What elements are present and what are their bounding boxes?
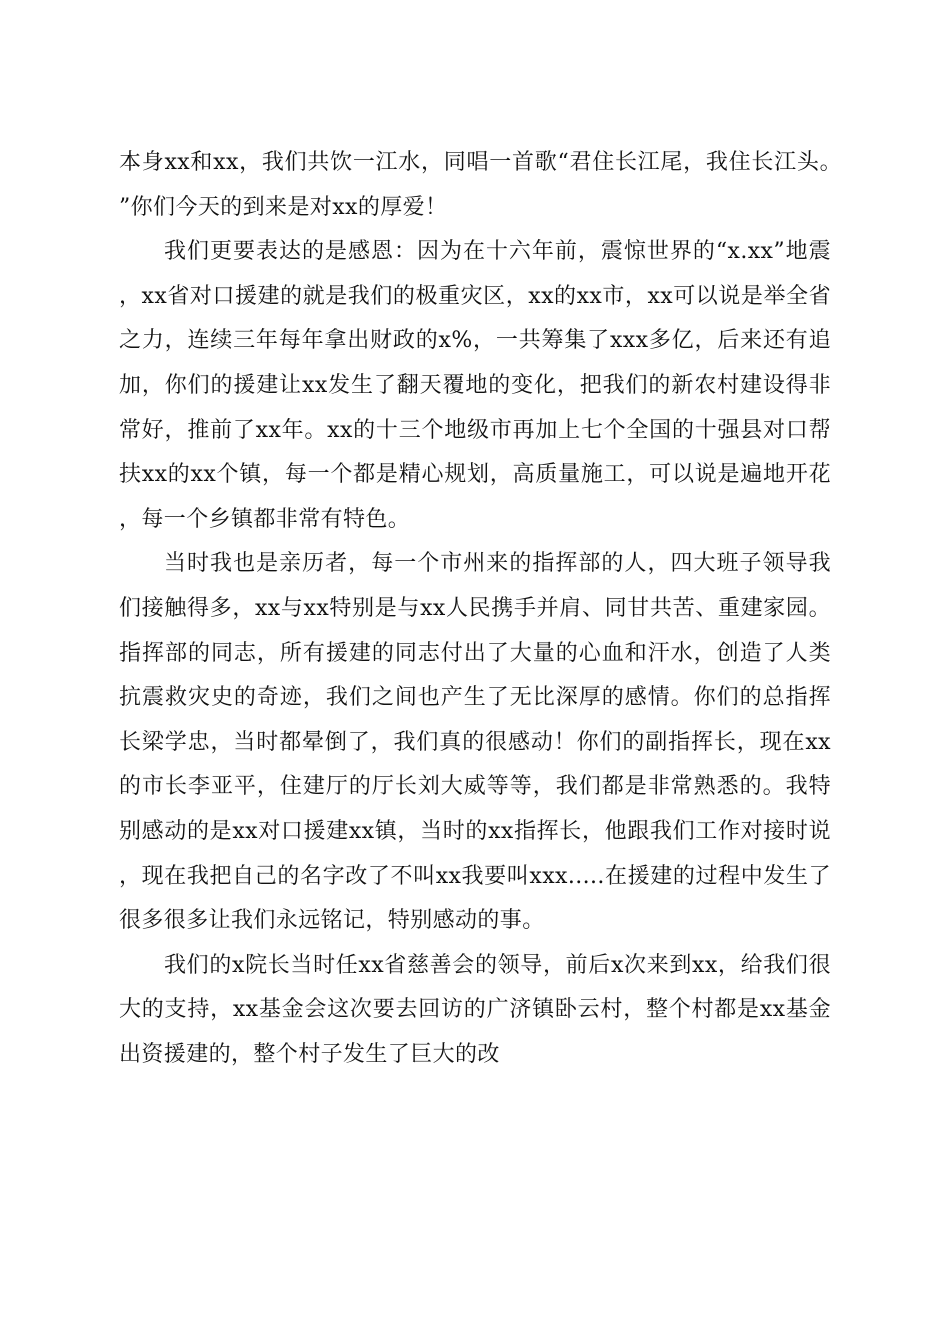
paragraph-3: 当时我也是亲历者，每一个市州来的指挥部的人，四大班子领导我们接触得多，xx与xx特别是与xx人民携手并肩、同甘共苦、重建家园。指挥部的同志，所有援建的同志付出了大量的心血和汗水，创造了人类抗震救灾史的奇迹，我们之间也产生了无比深厚的感情。你们的总指挥长梁学忠，当时都晕倒了，我们真的很感动！你们的副指挥长，现在xx的市长李亚平，住建厅的厅长刘大威等等，我们都是非常熟悉的。我特别感动的是xx对口援建xx镇，当时的xx指挥长，他跟我们工作对接时说，现在我把自己的名字改了不叫xx我要叫xxx.....在援建的过程中发生了很多很多让我们永远铭记，特别感动的事。 <box>119 551 831 934</box>
paragraph-1: 本身xx和xx，我们共饮一江水，同唱一首歌“君住长江尾，我住长江头。”你们今天的到来是对xx的厚爱！ <box>119 150 831 220</box>
paragraph-2: 我们更要表达的是感恩：因为在十六年前，震惊世界的“x.xx”地震，xx省对口援建的就是我们的极重灾区，xx的xx市，xx可以说是举全省之力，连续三年每年拿出财政的x%，一共筹集了xxx多亿，后来还有追加，你们的援建让xx发生了翻天覆地的变化，把我们的新农村建设得非常好，推前了xx年。xx的十三个地级市再加上七个全国的十强县对口帮扶xx的xx个镇，每一个都是精心规划，高质量施工，可以说是遍地开花，每一个乡镇都非常有特色。 <box>119 239 831 532</box>
document-body <box>119 141 831 1077</box>
paragraph-4: 我们的x院长当时任xx省慈善会的领导，前后x次来到xx，给我们很大的支持，xx基金会这次要去回访的广济镇卧云村，整个村都是xx基金出资援建的，整个村子发生了巨大的改 <box>119 952 831 1067</box>
